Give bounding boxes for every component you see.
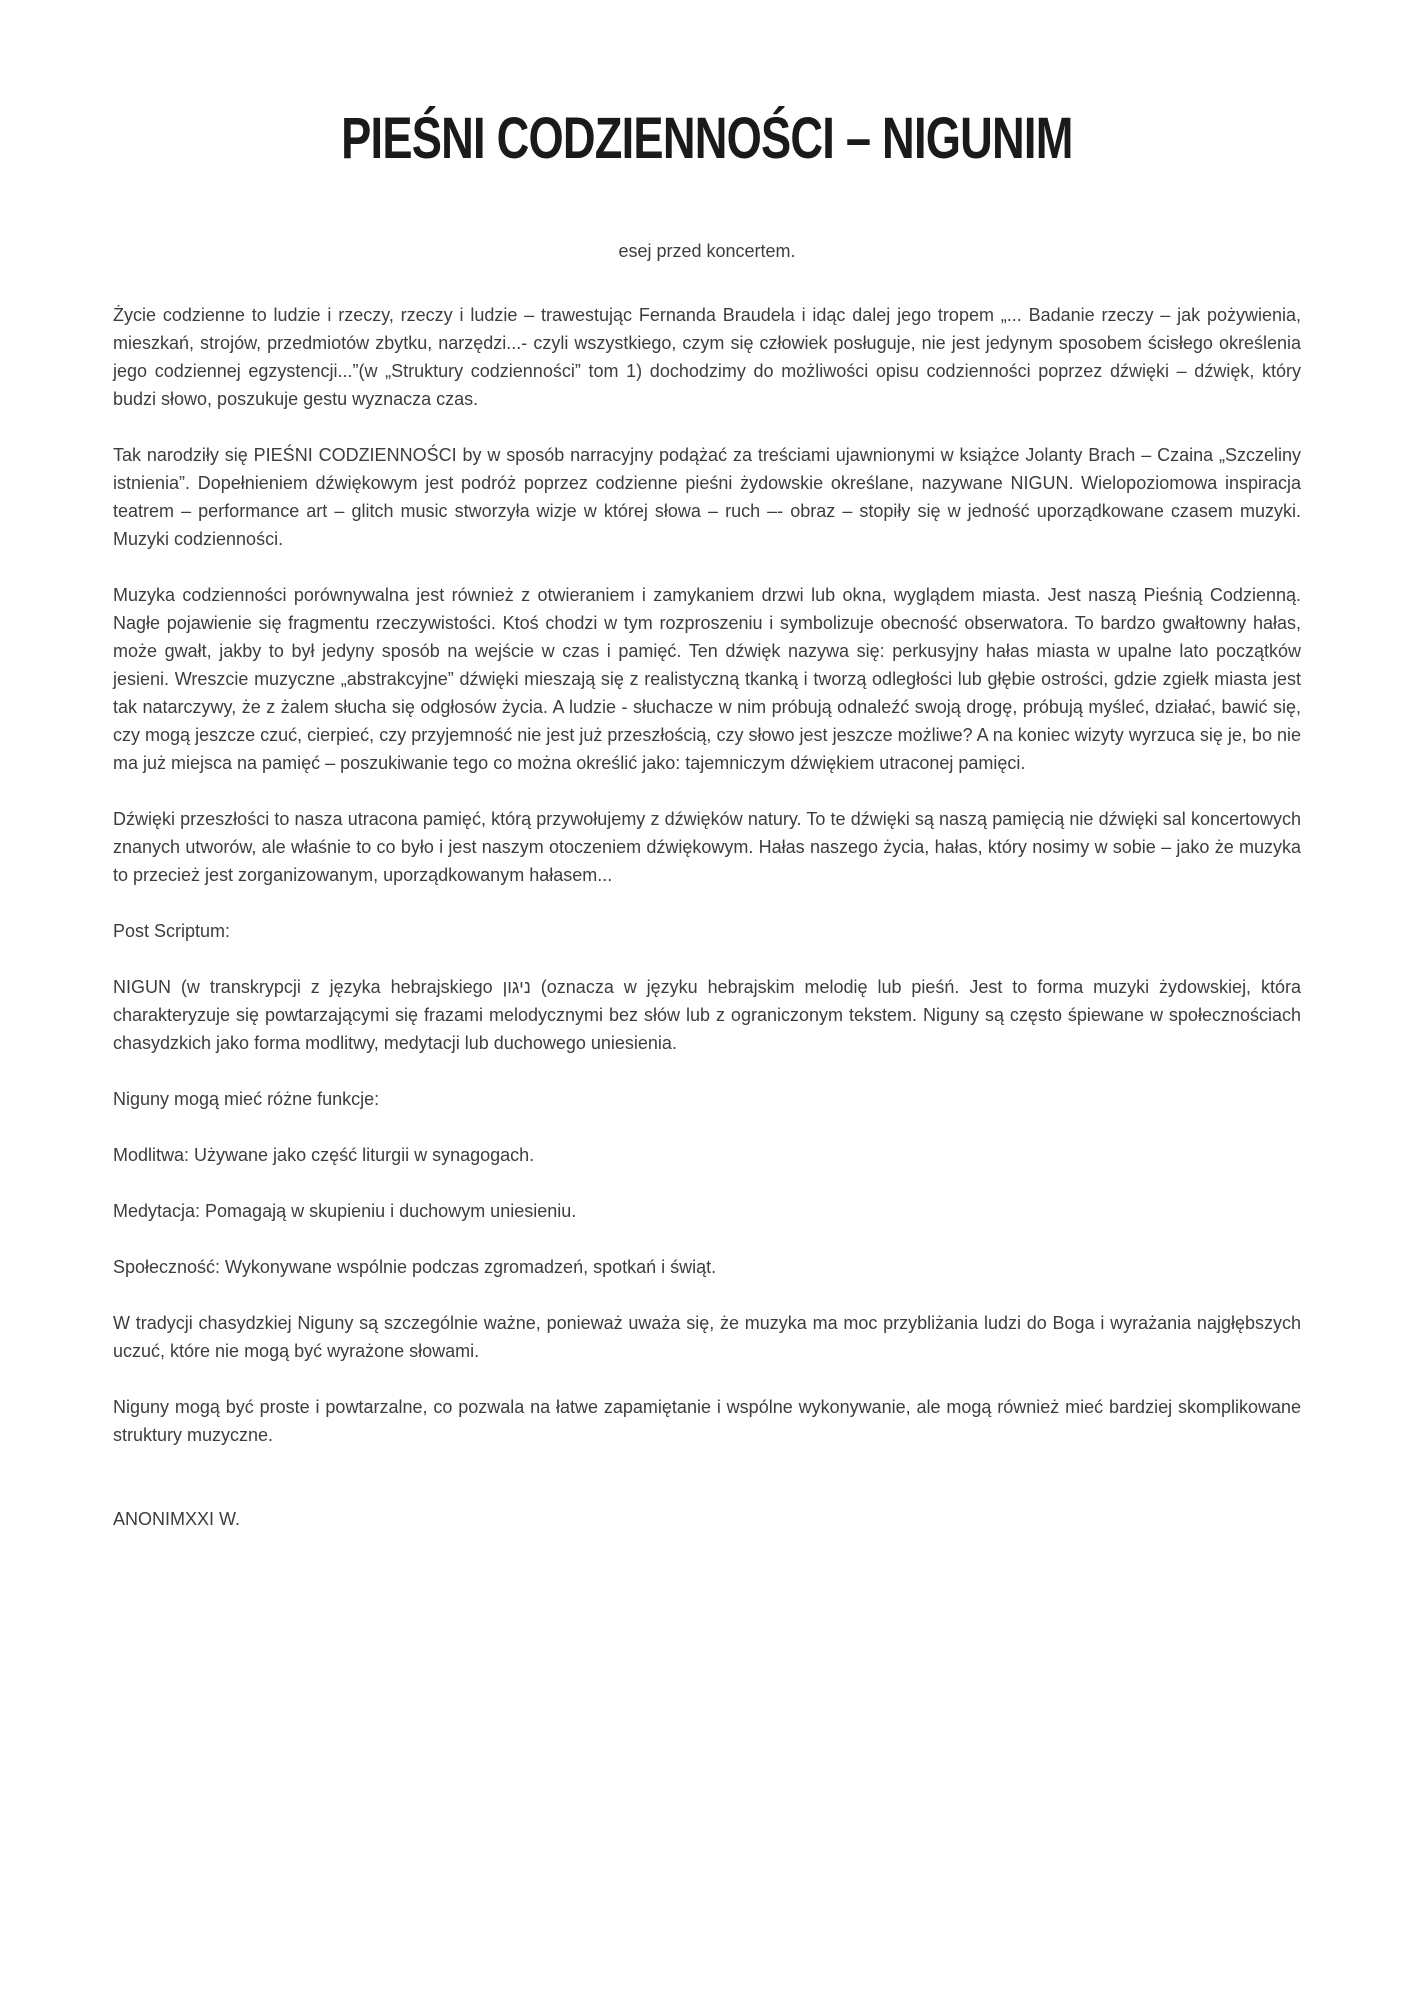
paragraph-nigun-definition: NIGUN (w transkrypcji z języka hebrajskiego ניגון (oznacza w języku hebrajskim melodię lub pieśń. Jest to forma muzyki żydowskiej, która charakteryzuje się powtarzającymi się frazami melodycznymi bez słów lub z ograniczonym tekstem. Niguny są często śpiewane w społecznościach chasydzkich jako forma modlitwy, medytacji lub duchowego uniesienia. — [113, 976, 1301, 1053]
document-title-text: PIEŚNI CODZIENNOŚCI – NIGUNIM — [341, 106, 1073, 171]
document-body — [113, 301, 1301, 1533]
paragraph-spolecznosc: Społeczność: Wykonywane wspólnie podczas zgromadzeń, spotkań i świąt. — [113, 1256, 717, 1277]
paragraph-post-scriptum-heading: Post Scriptum: — [113, 920, 231, 941]
document-title — [113, 106, 1301, 173]
paragraph-modlitwa: Modlitwa: Używane jako część liturgii w synagogach. — [113, 1144, 535, 1165]
paragraph-intro: Życie codzienne to ludzie i rzeczy, rzeczy i ludzie – trawestując Fernanda Braudela i idąc dalej jego tropem „... Badanie rzeczy – jak pożywienia, mieszkań, strojów, przedmiotów zbytku, narzędzi...- czyli wszystkiego, czym się człowiek posługuje, nie jest jedynym sposobem ścisłego określenia jego codziennej egzystencji...”(w „Struktury codzienności” tom 1) dochodzimy do możliwości opisu codzienności poprzez dźwięki – dźwięk, który budzi słowo, poszukuje gestu wyznacza czas. — [113, 304, 1301, 409]
paragraph-niguny-struktury: Niguny mogą być proste i powtarzalne, co pozwala na łatwe zapamiętanie i wspólne wykonywanie, ale mogą również mieć bardziej skomplikowane struktury muzyczne. — [113, 1396, 1301, 1445]
paragraph-muzyka-codziennosci: Muzyka codzienności porównywalna jest również z otwieraniem i zamykaniem drzwi lub okna, wyglądem miasta. Jest naszą Pieśnią Codzienną. Nagłe pojawienie się fragmentu rzeczywistości. Ktoś chodzi w tym rozproszeniu i symbolizuje obecność obserwatora. To bardzo gwałtowny hałas, może gwałt, jakby to był jedyny sposób na wejście w czas i pamięć. Ten dźwięk nazywa się: perkusyjny hałas miasta w upalne lato początków jesieni. Wreszcie muzyczne „abstrakcyjne” dźwięki mieszają się z realistyczną tkanką i tworzą odległości lub głębie ostrości, gdzie zgiełk miasta jest tak natarczywy, że z żalem słucha się odgłosów życia. A ludzie - słuchacze w nim próbują odnaleźć swoją drogę, próbują myśleć, działać, bawić się, czy mogą jeszcze czuć, cierpieć, czy przyjemność nie jest już przeszłością, czy słowo jest jeszcze możliwe? A na koniec wizyty wyrzuca się je, bo nie ma już miejsca na pamięć – poszukiwanie tego co można określić jako: tajemniczym dźwiękiem utraconej pamięci. — [113, 584, 1301, 773]
signature: ANONIMXXI W. — [113, 1508, 241, 1529]
paragraph-tradycja-chasydzka: W tradycji chasydzkiej Niguny są szczególnie ważne, ponieważ uważa się, że muzyka ma moc przybliżania ludzi do Boga i wyrażania najgłębszych uczuć, które nie mogą być wyrażone słowami. — [113, 1312, 1301, 1361]
paragraph-piesni-codziennosci: Tak narodziły się PIEŚNI CODZIENNOŚCI by w sposób narracyjny podążać za treściami ujawnionymi w książce Jolanty Brach – Czaina „Szczeliny istnienia”. Dopełnieniem dźwiękowym jest podróż poprzez codzienne pieśni żydowskie określane, nazywane NIGUN. Wielopoziomowa inspiracja teatrem – performance art – glitch music stworzyła wizje w której słowa – ruch –- obraz – stopiły się w jedność uporządkowane czasem muzyki. Muzyki codzienności. — [113, 444, 1301, 549]
paragraph-niguny-funkcje-heading: Niguny mogą mieć różne funkcje: — [113, 1088, 380, 1109]
paragraph-dzwieki-przeszlosci: Dźwięki przeszłości to nasza utracona pamięć, którą przywołujemy z dźwięków natury. To te dźwięki są naszą pamięcią nie dźwięki sal koncertowych znanych utworów, ale właśnie to co było i jest naszym otoczeniem dźwiękowym. Hałas naszego życia, hałas, który nosimy w sobie – jako że muzyka to przecież jest zorganizowanym, uporządkowanym hałasem... — [113, 808, 1301, 885]
paragraph-medytacja: Medytacja: Pomagają w skupieniu i duchowym uniesieniu. — [113, 1200, 577, 1221]
document-subtitle: esej przed koncertem. — [618, 240, 796, 261]
